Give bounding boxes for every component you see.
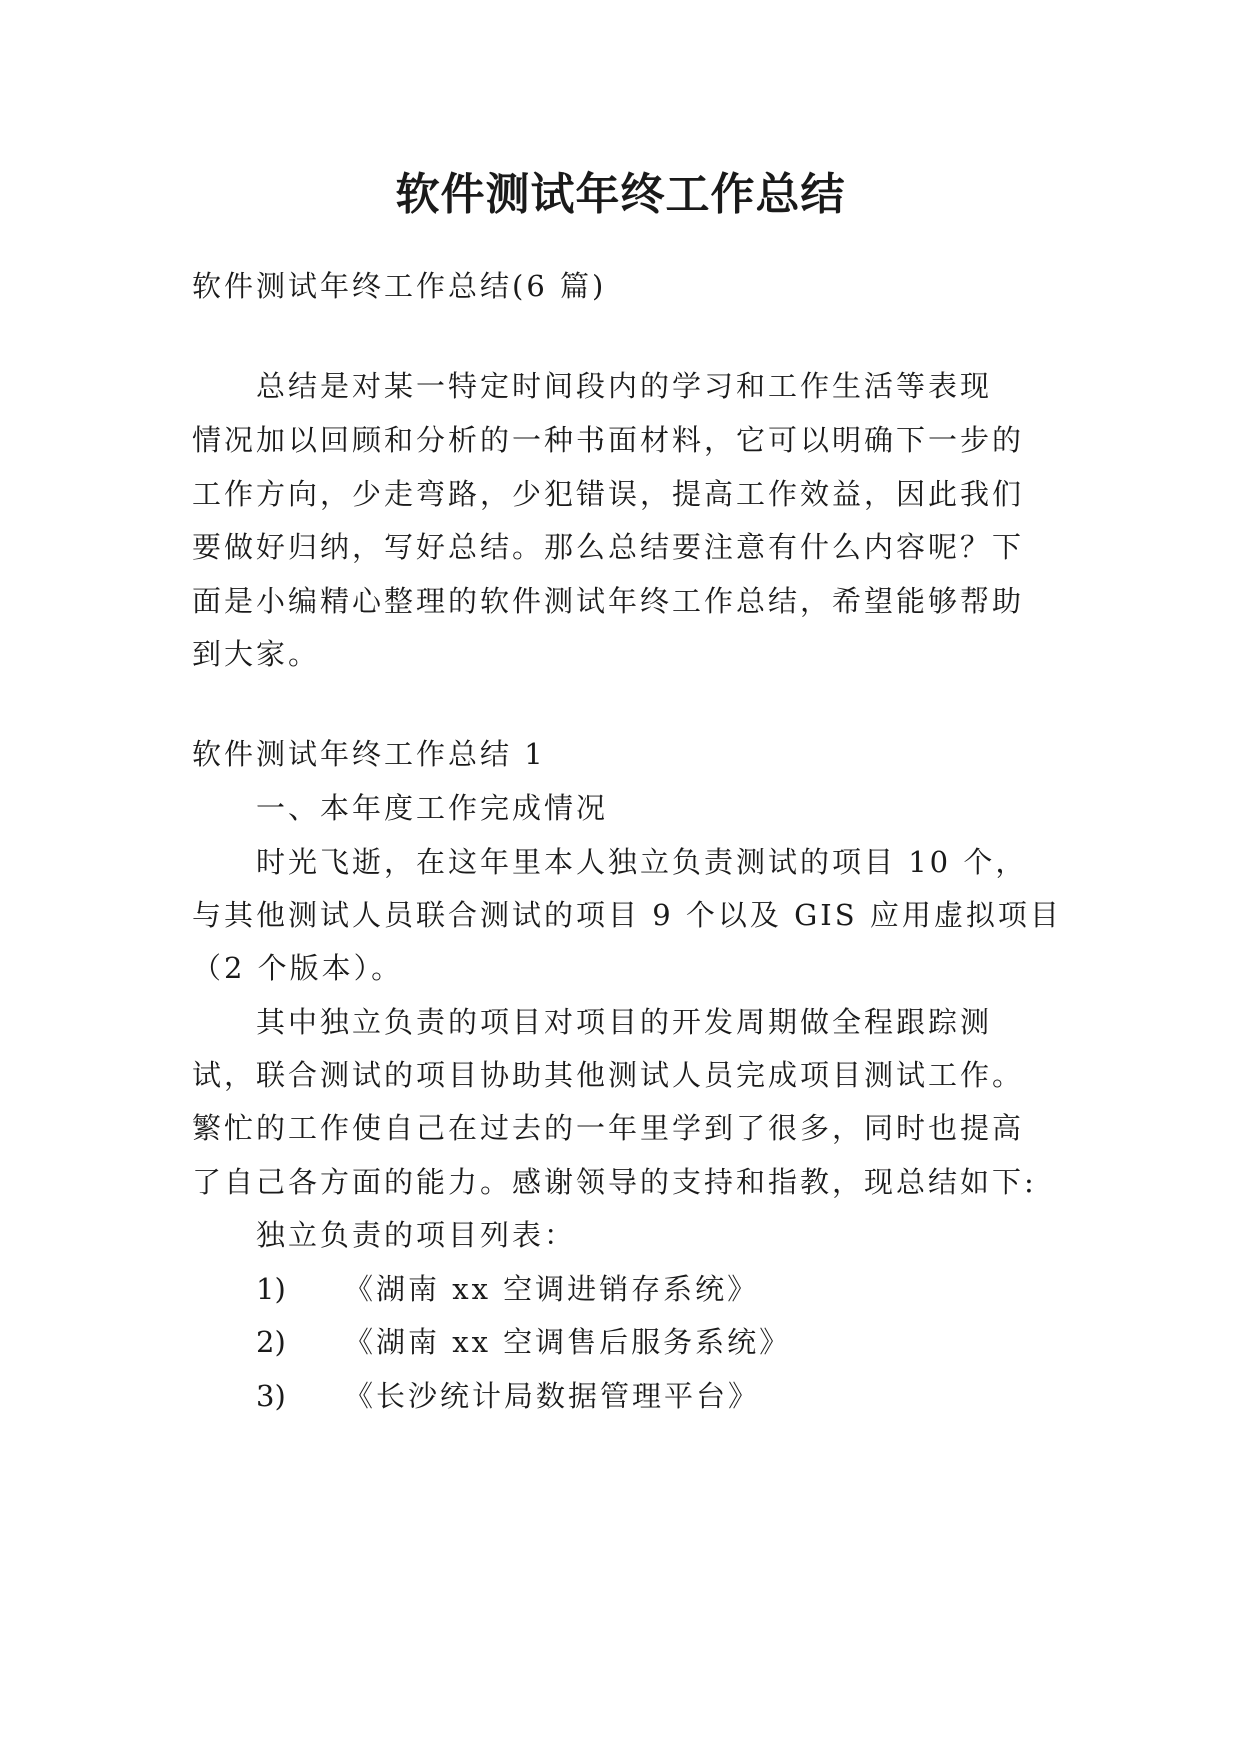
para1-line-1: 时光飞逝，在这年里本人独立负责测试的项目 10 个，	[256, 845, 1028, 879]
list-item-2-text: 《湖南 xx 空调售后服务系统》	[344, 1325, 792, 1359]
list-item-3-number: 3)	[256, 1379, 286, 1413]
intro-line-3: 工作方向，少走弯路，少犯错误，提高工作效益，因此我们	[192, 477, 1025, 511]
document-subtitle: 软件测试年终工作总结(6 篇)	[192, 269, 607, 303]
para1-line-2: 与其他测试人员联合测试的项目 9 个以及 GIS 应用虚拟项目	[192, 898, 1062, 932]
intro-line-5: 面是小编精心整理的软件测试年终工作总结，希望能够帮助	[192, 584, 1025, 618]
list-item-1-number: 1)	[256, 1272, 286, 1306]
intro-line-6: 到大家。	[192, 637, 321, 671]
intro-line-1: 总结是对某一特定时间段内的学习和工作生活等表现	[256, 369, 993, 403]
para2-line-1: 其中独立负责的项目对项目的开发周期做全程跟踪测	[256, 1005, 993, 1039]
section-heading: 一、本年度工作完成情况	[256, 791, 609, 825]
list-item-1-text: 《湖南 xx 空调进销存系统》	[344, 1272, 760, 1306]
para2-line-3: 繁忙的工作使自己在过去的一年里学到了很多，同时也提高	[192, 1111, 1025, 1145]
list-heading: 独立负责的项目列表：	[256, 1218, 577, 1252]
section-title: 软件测试年终工作总结 1	[192, 737, 546, 771]
para1-line-3: （2 个版本）。	[192, 951, 404, 985]
para2-line-4: 了自己各方面的能力。感谢领导的支持和指教，现总结如下:	[192, 1165, 1037, 1199]
list-item-2-number: 2)	[256, 1325, 286, 1359]
intro-line-2: 情况加以回顾和分析的一种书面材料，它可以明确下一步的	[192, 423, 1025, 457]
intro-line-4: 要做好归纳，写好总结。那么总结要注意有什么内容呢？下	[192, 530, 1025, 564]
list-item-3-text: 《长沙统计局数据管理平台》	[344, 1379, 761, 1413]
para2-line-2: 试，联合测试的项目协助其他测试人员完成项目测试工作。	[192, 1058, 1025, 1092]
document-title: 软件测试年终工作总结	[395, 169, 846, 220]
